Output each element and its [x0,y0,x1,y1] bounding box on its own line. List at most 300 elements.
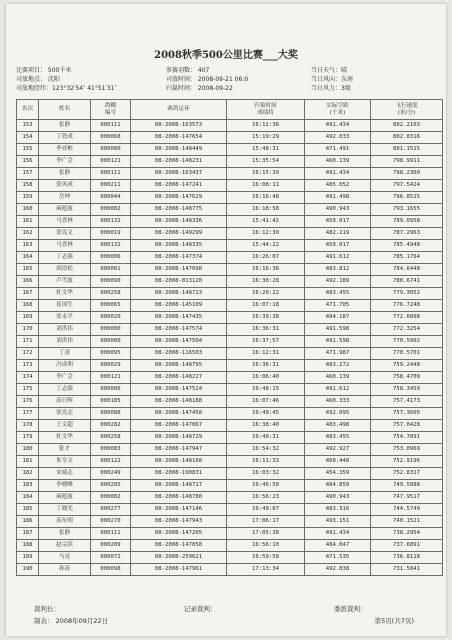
rank-cell: 159 [17,192,39,204]
speed-cell: 772.6098 [371,312,443,324]
name-cell: 高东明 [39,516,91,528]
rank-cell: 189 [17,552,39,564]
loft-cell: 000111 [91,120,131,132]
name-cell: 马喜林 [39,216,91,228]
ring-cell: 08-2008-148449 [131,144,227,156]
ring-cell: 08-2008-147205 [131,528,227,540]
ring-cell: 08-2008-149299 [131,228,227,240]
distance-cell: 491.598 [305,324,371,336]
results-sheet [6,4,446,636]
speed-cell: 736.8118 [371,552,443,564]
table-row [17,456,443,468]
arrival-cell: 16:12:31 [227,348,305,360]
rank-cell: 163 [17,240,39,252]
table-row [17,240,443,252]
ring-cell: 08-2008-190831 [131,468,227,480]
loft-cell: 000000 [91,324,131,336]
table-row [17,144,443,156]
table-row [17,540,443,552]
distance-cell: 459.017 [305,240,371,252]
rank-cell: 165 [17,264,39,276]
table-row [17,324,443,336]
arrival-cell: 15:19:29 [227,132,305,144]
rank-cell: 175 [17,384,39,396]
ring-cell: 08-2008-259621 [131,552,227,564]
speed-cell: 731.5841 [371,564,443,576]
loft-cell: 000122 [91,456,131,468]
table-row [17,156,443,168]
results-table [16,99,443,576]
event-field: 比赛项目： 500千米 [16,67,72,74]
name-cell: 刘洪伟 [39,336,91,348]
table-row [17,348,443,360]
name-cell: 张风成 [39,180,91,192]
loft-cell: 000258 [91,432,131,444]
ring-cell: 08-2008-148336 [131,216,227,228]
distance-cell: 460.139 [305,156,371,168]
distance-cell: 460.139 [305,372,371,384]
distance-cell: 490.943 [305,492,371,504]
ring-cell: 08-2008-163573 [131,120,227,132]
name-cell: 岳坤 [39,192,91,204]
arrival-cell: 16:20:22 [227,288,305,300]
arrival-cell: 16:16:48 [227,192,305,204]
distance-cell: 483.498 [305,420,371,432]
arrival-cell: 16:37:57 [227,336,305,348]
table-row [17,480,443,492]
name-cell: 杜文华 [39,432,91,444]
ring-cell: 08-2008-147504 [131,336,227,348]
speed-cell: 749.5888 [371,480,443,492]
distance-cell: 459.017 [305,216,371,228]
loft-cell: 000258 [91,288,131,300]
table-header-row [17,100,443,120]
arrival-cell: 16:56:10 [227,540,305,552]
speed-cell: 785.4948 [371,240,443,252]
arrival-cell: 16:39:38 [227,312,305,324]
loft-cell: 000098 [91,564,131,576]
rank-cell: 173 [17,360,39,372]
arrival-cell: 16:49:07 [227,504,305,516]
loft-cell: 000065 [91,300,131,312]
arrival-cell: 16:49:45 [227,408,305,420]
name-cell: 丁志强 [39,384,91,396]
ring-cell: 08-2008-147524 [131,384,227,396]
name-cell: 马亮 [39,552,91,564]
rank-cell: 180 [17,444,39,456]
rank-cell: 188 [17,540,39,552]
name-cell: 麻旭波 [39,204,91,216]
speed-cell: 784.6448 [371,264,443,276]
arrival-cell: 16:30:28 [227,276,305,288]
rank-cell: 166 [17,276,39,288]
loft-cell: 000020 [91,312,131,324]
loft-cell: 000000 [91,336,131,348]
loft-cell: 000105 [91,396,131,408]
rank-cell: 183 [17,480,39,492]
col-header-name: 姓名 [39,100,91,120]
name-cell: 高日辉 [39,396,91,408]
arrival-cell: 16:56:23 [227,492,305,504]
speed-cell: 789.0958 [371,216,443,228]
loft-cell: 000002 [91,204,131,216]
table-row [17,204,443,216]
speed-cell: 785.1764 [371,252,443,264]
table-row [17,528,443,540]
arrival-cell: 16:08:11 [227,180,305,192]
name-cell: 丁志强 [39,252,91,264]
distance-cell: 471.705 [305,300,371,312]
race-info-row [16,84,441,93]
ring-cell: 08-2008-148780 [131,492,227,504]
arrival-cell: 16:16:36 [227,264,305,276]
name-cell: 李亚彬 [39,144,91,156]
rank-cell: 186 [17,516,39,528]
speed-cell: 793.1655 [371,204,443,216]
name-cell: 李晓峰 [39,480,91,492]
name-cell: 刘洪伟 [39,324,91,336]
distance-cell: 492.033 [305,132,371,144]
table-row [17,192,443,204]
entries-field: 参赛羽数： 407 [166,67,210,74]
speed-cell: 796.8515 [371,192,443,204]
speed-cell: 757.0428 [371,420,443,432]
col-header-speed: 飞行速度 (米/分) [371,100,443,120]
loft-cell: 000111 [91,528,131,540]
rank-cell: 185 [17,504,39,516]
chief-referee-label: 裁判长： [34,605,60,613]
results-body [17,120,443,576]
distance-cell: 491.612 [305,384,371,396]
arrival-cell: 16:03:32 [227,468,305,480]
ring-cell: 08-2008-147090 [131,264,227,276]
ring-cell: 08-2008-148729 [131,432,227,444]
col-header-arrival: 归巢时间 成绩将 [227,100,305,120]
speed-cell: 758.3459 [371,384,443,396]
page-title: 2008秋季500公里比赛___大奖 [154,50,298,61]
name-cell: 孙涛 [39,564,91,576]
ring-cell: 08-2008-148335 [131,240,227,252]
name-cell: 丁富 [39,348,91,360]
table-row [17,384,443,396]
name-cell: 李广会 [39,372,91,384]
rank-cell: 174 [17,372,39,384]
loft-cell: 000068 [91,132,131,144]
table-row [17,252,443,264]
name-cell: 丁晓光 [39,504,91,516]
table-row [17,372,443,384]
weather-field: 当日天气：晴 [311,67,348,74]
coordinates-field: 司放地经纬：123°32′54″ 41°51′31″ [16,85,117,92]
arrival-cell: 17:06:17 [227,516,305,528]
name-cell: 冯成利 [39,360,91,372]
name-cell: 张宪文 [39,228,91,240]
ring-cell: 08-2008-147067 [131,420,227,432]
loft-cell: 000001 [91,264,131,276]
distance-cell: 483.812 [305,264,371,276]
name-cell: 张静 [39,120,91,132]
arrival-cell: 16:38:40 [227,420,305,432]
distance-cell: 491.498 [305,192,371,204]
speed-cell: 747.9517 [371,492,443,504]
speed-cell: 798.2360 [371,168,443,180]
distance-cell: 494.187 [305,312,371,324]
wind-force-field: 当日风力：3级 [311,85,351,92]
distance-cell: 491.598 [305,336,371,348]
loft-cell: 000006 [91,252,131,264]
loft-cell: 000080 [91,144,131,156]
distance-cell: 484.859 [305,480,371,492]
distance-cell: 484.047 [305,540,371,552]
rank-cell: 176 [17,396,39,408]
rank-cell: 172 [17,348,39,360]
ring-cell: 08-2008-147435 [131,312,227,324]
distance-cell: 491.434 [305,120,371,132]
name-cell: 张才 [39,444,91,456]
ring-cell: 08-2008-147629 [131,192,227,204]
speed-cell: 757.3605 [371,408,443,420]
table-row [17,168,443,180]
arrival-cell: 16:07:18 [227,300,305,312]
rank-cell: 181 [17,456,39,468]
ring-cell: 08-2008-148188 [131,396,227,408]
wind-direction-field: 当日风向：东南 [311,76,354,83]
rank-cell: 179 [17,432,39,444]
speed-cell: 780.6741 [371,276,443,288]
loft-cell: 000072 [91,552,131,564]
return-time-field: 归巢时间： 2008-09-22 [166,85,233,92]
table-row [17,432,443,444]
table-row [17,120,443,132]
table-date: 制表： 2008年09月22日 [34,617,109,625]
table-row [17,228,443,240]
distance-cell: 482.219 [305,228,371,240]
arrival-cell: 17:05:38 [227,528,305,540]
ring-cell: 08-2008-147947 [131,444,227,456]
table-row [17,492,443,504]
rank-cell: 178 [17,420,39,432]
ring-cell: 08-2008-145109 [131,300,227,312]
name-cell: 赵宗滨 [39,540,91,552]
table-row [17,336,443,348]
distance-cell: 492.095 [305,408,371,420]
table-row [17,468,443,480]
rank-cell: 153 [17,120,39,132]
speed-cell: 802.2103 [371,120,443,132]
rank-cell: 158 [17,180,39,192]
name-cell: 王文超 [39,420,91,432]
loft-cell: 000209 [91,540,131,552]
loft-cell: 000249 [91,468,131,480]
ring-cell: 08-2008-013120 [131,276,227,288]
col-header-ring: 赛鸽足环 [131,100,227,120]
loft-cell: 000090 [91,276,131,288]
arrival-cell: 17:13:34 [227,564,305,576]
ring-cell: 08-2008-147654 [131,132,227,144]
distance-cell: 492.189 [305,276,371,288]
ring-cell: 08-2008-147146 [131,504,227,516]
rank-cell: 162 [17,228,39,240]
loft-cell: 000002 [91,492,131,504]
arrival-cell: 15:41:42 [227,216,305,228]
ring-cell: 08-2008-147961 [131,564,227,576]
distance-cell: 492.927 [305,444,371,456]
loft-cell: 000111 [91,168,131,180]
table-row [17,396,443,408]
distance-cell: 491.612 [305,252,371,264]
distance-cell: 483.316 [305,504,371,516]
distance-cell: 491.434 [305,168,371,180]
name-cell: 朱亨文 [39,456,91,468]
table-row [17,216,443,228]
speed-cell: 770.5701 [371,348,443,360]
page-number: 第5页(共7页) [374,617,414,625]
table-row [17,504,443,516]
name-cell: 卢雪波 [39,276,91,288]
arrival-cell: 16:18:58 [227,204,305,216]
loft-cell: 000285 [91,480,131,492]
table-row [17,516,443,528]
arrival-cell: 16:12:36 [227,120,305,132]
table-row [17,312,443,324]
table-row [17,444,443,456]
rank-cell: 167 [17,288,39,300]
arrival-cell: 16:36:31 [227,360,305,372]
appointed-referee-label: 委派裁判： [334,605,367,613]
speed-cell: 770.5902 [371,336,443,348]
distance-cell: 485.052 [305,180,371,192]
loft-cell: 000211 [91,180,131,192]
arrival-cell: 15:48:31 [227,144,305,156]
ring-cell: 08-2008-148231 [131,156,227,168]
arrival-cell: 16:06:40 [227,372,305,384]
distance-cell: 493.151 [305,516,371,528]
table-row [17,180,443,192]
ring-cell: 08-2008-147943 [131,516,227,528]
speed-cell: 787.2963 [371,228,443,240]
distance-cell: 483.455 [305,288,371,300]
table-row [17,552,443,564]
rank-cell: 156 [17,156,39,168]
table-row [17,360,443,372]
speed-cell: 744.5749 [371,504,443,516]
name-cell: 崔国生 [39,300,91,312]
name-cell: 张静 [39,168,91,180]
rank-cell: 187 [17,528,39,540]
ring-cell: 08-2008-116503 [131,348,227,360]
race-info-row [16,75,441,84]
speed-cell: 757.4173 [371,396,443,408]
table-row [17,132,443,144]
ring-cell: 08-2008-147241 [131,180,227,192]
loft-cell: 000270 [91,516,131,528]
distance-cell: 483.455 [305,432,371,444]
distance-cell: 492.838 [305,564,371,576]
arrival-cell: 16:12:30 [227,228,305,240]
speed-cell: 752.8317 [371,468,443,480]
loft-cell: 000088 [91,408,131,420]
race-info [16,66,441,93]
rank-cell: 154 [17,132,39,144]
speed-cell: 758.4709 [371,372,443,384]
name-cell: 张宪志 [39,408,91,420]
arrival-cell: 16:15:39 [227,168,305,180]
rank-cell: 184 [17,492,39,504]
arrival-cell: 16:40:31 [227,432,305,444]
speed-cell: 801.1515 [371,144,443,156]
arrival-cell: 15:35:54 [227,156,305,168]
ring-cell: 08-2008-147458 [131,408,227,420]
table-row [17,288,443,300]
col-header-loft: 鸽棚 编号 [91,100,131,120]
rank-cell: 171 [17,336,39,348]
name-cell: 杜文华 [39,288,91,300]
release-site-field: 司放地点： 沈阳 [16,76,60,83]
rank-cell: 169 [17,312,39,324]
loft-cell: 000121 [91,372,131,384]
ring-cell: 08-2008-163437 [131,168,227,180]
rank-cell: 161 [17,216,39,228]
arrival-cell: 16:07:46 [227,396,305,408]
speed-cell: 776.7248 [371,300,443,312]
table-row [17,564,443,576]
speed-cell: 754.7891 [371,432,443,444]
loft-cell: 000083 [91,444,131,456]
ring-cell: 08-2008-148168 [131,456,227,468]
speed-cell: 737.6891 [371,540,443,552]
ring-cell: 08-2008-147574 [131,324,227,336]
speed-cell: 802.0316 [371,132,443,144]
rank-cell: 177 [17,408,39,420]
rank-cell: 155 [17,144,39,156]
name-cell: 麻旭波 [39,492,91,504]
speed-cell: 753.0969 [371,444,443,456]
table-row [17,408,443,420]
speed-cell: 752.9196 [371,456,443,468]
name-cell: 马喜林 [39,240,91,252]
name-cell: 李广会 [39,156,91,168]
distance-cell: 454.359 [305,468,371,480]
table-row [17,276,443,288]
arrival-cell: 16:46:50 [227,480,305,492]
loft-cell: 000277 [91,504,131,516]
rank-cell: 168 [17,300,39,312]
distance-cell: 471.535 [305,552,371,564]
ring-cell: 08-2008-147374 [131,252,227,264]
speed-cell: 738.2954 [371,528,443,540]
arrival-cell: 16:59:58 [227,552,305,564]
ring-cell: 08-2008-148775 [131,204,227,216]
distance-cell: 491.434 [305,528,371,540]
loft-cell: 000095 [91,348,131,360]
loft-cell: 000006 [91,384,131,396]
loft-cell: 000029 [91,360,131,372]
arrival-cell: 16:26:07 [227,252,305,264]
table-row [17,300,443,312]
recording-referee-label: 记录裁判： [184,605,217,613]
speed-cell: 740.1521 [371,516,443,528]
rank-cell: 160 [17,204,39,216]
table-row [17,264,443,276]
col-header-rank: 名次 [17,100,39,120]
arrival-cell: 16:54:32 [227,444,305,456]
rank-cell: 164 [17,252,39,264]
arrival-cell: 16:48:15 [227,384,305,396]
col-header-distance: 实际空距 (千米) [305,100,371,120]
speed-cell: 759.2448 [371,360,443,372]
signature-footer [34,604,434,625]
distance-cell: 490.943 [305,204,371,216]
